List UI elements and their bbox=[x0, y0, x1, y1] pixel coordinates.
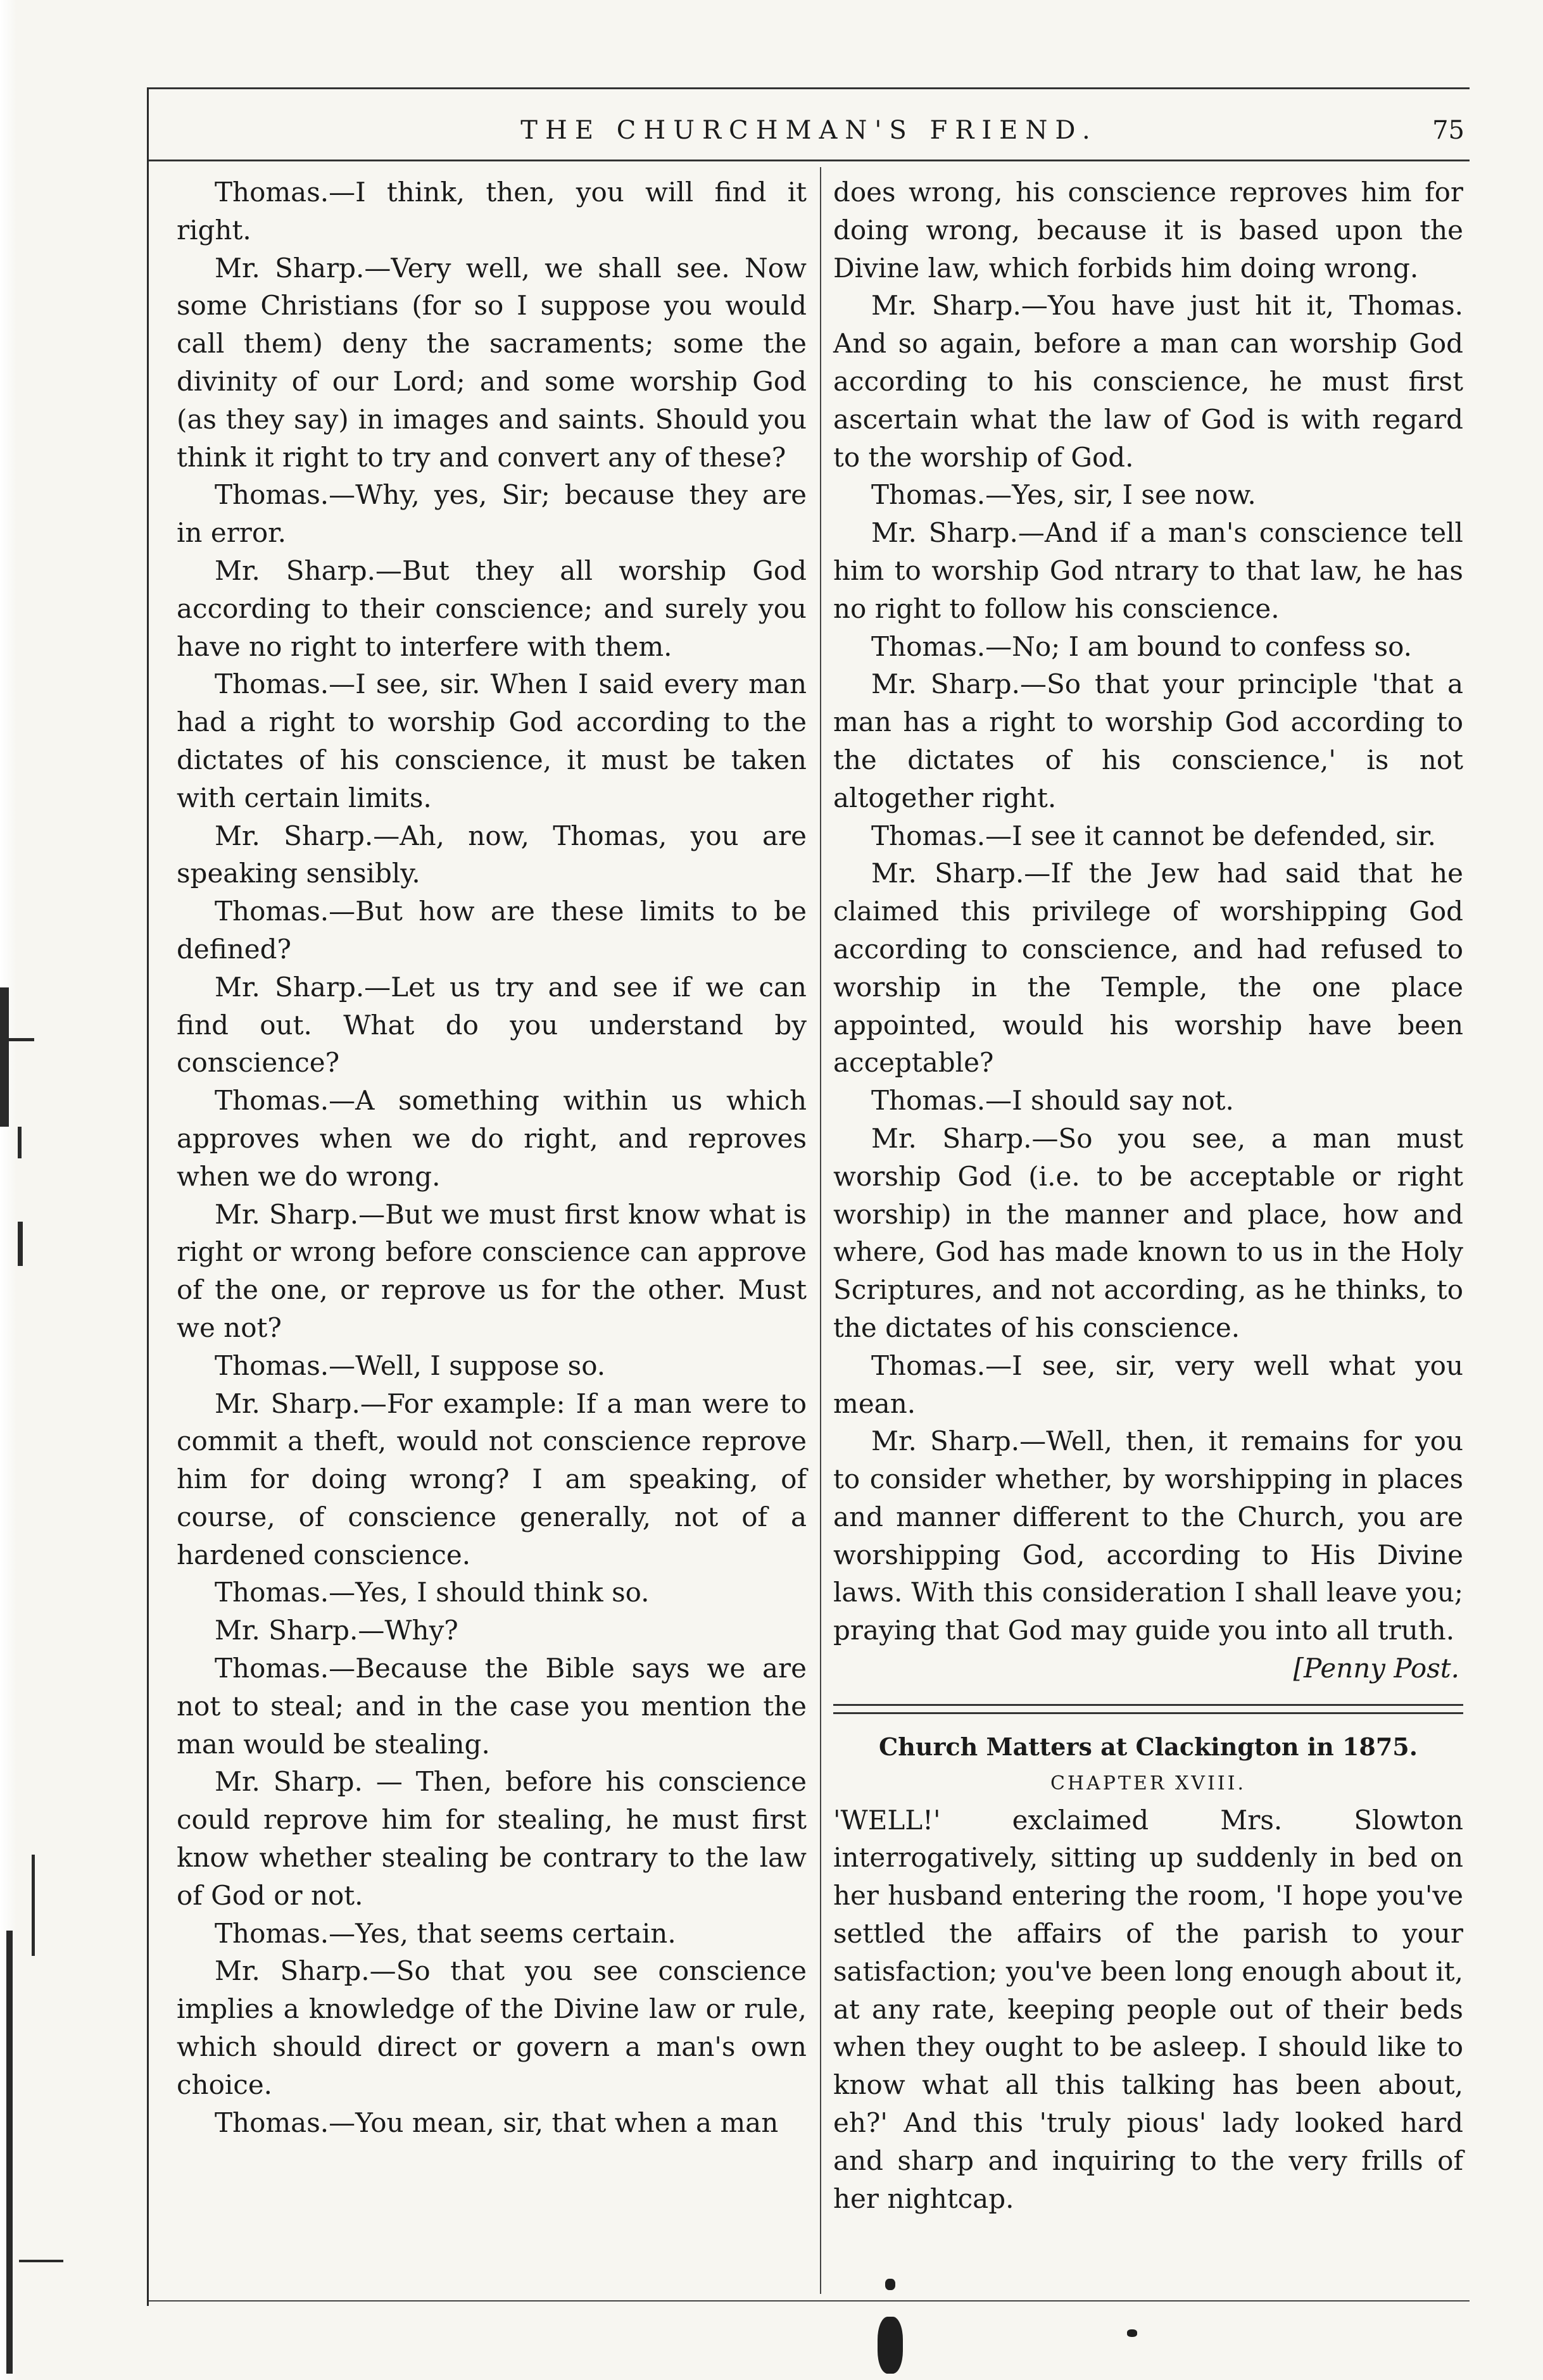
paragraph: Mr. Sharp.—For example: If a man were to commit a theft, would not conscience reprove him for doing wrong? I am speaking, of course, of conscience generally, not of a hardened conscience. bbox=[177, 1387, 807, 1570]
paragraph: Thomas.—No; I am bound to confess so. bbox=[871, 630, 1413, 662]
article-title: Church Matters at Clackington in 1875. bbox=[879, 1732, 1418, 1761]
paragraph: Thomas.—I see it cannot be defended, sir. bbox=[871, 820, 1436, 851]
head-rule bbox=[149, 160, 1470, 161]
paragraph: Thomas.—Because the Bible says we are not to steal; and in the case you mention the man would be stealing. bbox=[177, 1653, 807, 1760]
paragraph: Mr. Sharp.—Let us try and see if we can find out. What do you understand by conscience? bbox=[177, 971, 807, 1079]
section-rule bbox=[833, 1704, 1463, 1714]
page bbox=[147, 87, 1470, 2306]
paragraph: Mr. Sharp.—Very well, we shall see. Now some Christians (for so I suppose you would call them) deny the sacraments; some the divinity of our Lord; and some worship God (as they say) in images and saints. Should you think it right to try and convert any of these? bbox=[177, 252, 807, 473]
paragraph: Thomas.—You mean, sir, that when a man bbox=[215, 2107, 779, 2138]
paragraph: Thomas.—I see, sir. When I said every man had a right to worship God according to the dictates of his conscience, it must be taken with certain limits. bbox=[177, 668, 807, 813]
paragraph: Mr. Sharp.—Why? bbox=[215, 1615, 458, 1646]
paragraph: Mr. Sharp. — Then, before his conscience could reprove him for stealing, he must first know whether stealing be contrary to the law of God or not. bbox=[177, 1766, 807, 1911]
article-body: 'WELL!' exclaimed Mrs. Slowton interrogatively, sitting up suddenly in bed on her husband entering the room, 'I hope you've settled the affairs of the parish to your satisfaction; you've been long enough about it, at any rate, keeping people out of their beds when they ought to be asleep. I should like to know what all this talking has been about, eh?' And this 'truly pious' lady looked hard and sharp and inquiring to the very frills of her nightcap. bbox=[833, 1804, 1463, 2214]
running-head bbox=[149, 108, 1470, 153]
margin-mark bbox=[9, 1038, 34, 1041]
paragraph: Mr. Sharp.—Ah, now, Thomas, you are speaking sensibly. bbox=[177, 820, 807, 889]
paragraph: Mr. Sharp.—So that your principle 'that a man has a right to worship God according to the dictates of his conscience,' is not altogether right. bbox=[833, 668, 1463, 813]
paragraph: Thomas.—I see, sir, very well what you mean. bbox=[833, 1350, 1463, 1419]
paragraph: Thomas.—I should say not. bbox=[871, 1085, 1234, 1117]
bottom-rule bbox=[149, 2300, 1470, 2302]
running-title: THE CHURCHMAN'S FRIEND. bbox=[520, 116, 1098, 145]
paragraph: Mr. Sharp.—You have just hit it, Thomas. And so again, before a man can worship God according to his conscience, he must first ascertain what the law of God is with regard to the worship of God. bbox=[833, 290, 1463, 473]
paragraph: Thomas.—But how are these limits to be defined? bbox=[177, 896, 807, 965]
paragraph: Thomas.—Yes, sir, I see now. bbox=[871, 479, 1256, 511]
margin-mark bbox=[18, 1222, 23, 1266]
margin-mark bbox=[19, 2260, 63, 2262]
margin-mark bbox=[32, 1855, 35, 1956]
paragraph: Mr. Sharp.—But we must first know what is right or wrong before conscience can approve of the one, or reprove us for the other. Must we not? bbox=[177, 1198, 807, 1343]
paragraph: Mr. Sharp.—If the Jew had said that he claimed this privilege of worshipping God according to conscience, and had refused to worship in the Temple, the one place appointed, would his worship have been acceptable? bbox=[833, 858, 1463, 1079]
paragraph: Mr. Sharp.—So that you see conscience implies a knowledge of the Divine law or rule, which should direct or govern a man's own choice. bbox=[177, 1955, 807, 2100]
margin-mark bbox=[18, 1127, 22, 1158]
paragraph: Thomas.—A something within us which approves when we do right, and reproves when we do wrong. bbox=[177, 1085, 807, 1192]
paragraph: Thomas.—I think, then, you will find it right. bbox=[177, 177, 807, 246]
page-number: 75 bbox=[1432, 116, 1464, 145]
paragraph-continuation: does wrong, his conscience reproves him for doing wrong, because it is based upon the Divine law, which forbids him doing wrong. bbox=[833, 177, 1463, 284]
left-column bbox=[177, 173, 807, 2141]
column-divider bbox=[820, 167, 821, 2294]
ink-blot bbox=[1127, 2329, 1137, 2337]
chapter-heading: CHAPTER XVIII. bbox=[1050, 1772, 1247, 1794]
margin-mark bbox=[6, 1931, 13, 2374]
paragraph: Thomas.—Yes, I should think so. bbox=[215, 1577, 650, 1608]
paragraph: Mr. Sharp.—Well, then, it remains for you to consider whether, by worshipping in places and manner different to the Church, you are worshipping God, according to His Divine laws. With this consideration I shall leave you; praying that God may guide you into all truth. bbox=[833, 1425, 1463, 1646]
margin-mark bbox=[0, 987, 9, 1127]
paragraph: Mr. Sharp.—So you see, a man must worship God (i.e. to be acceptable or right worship) in the manner and place, how and where, God has made known to us in the Holy Scriptures, and not according, as he thinks, to the dictates of his conscience. bbox=[833, 1122, 1463, 1343]
paragraph: Thomas.—Why, yes, Sir; because they are in error. bbox=[177, 479, 807, 549]
paragraph: Mr. Sharp.—And if a man's conscience tell him to worship God ntrary to that law, he has no right to follow his conscience. bbox=[833, 517, 1463, 624]
top-rule bbox=[149, 87, 1470, 89]
source-citation: [Penny Post. bbox=[1293, 1653, 1459, 1684]
paragraph: Mr. Sharp.—But they all worship God according to their conscience; and surely you have no right to interfere with them. bbox=[177, 554, 807, 662]
ink-blot bbox=[878, 2317, 903, 2374]
paragraph: Thomas.—Yes, that seems certain. bbox=[215, 1917, 676, 1949]
paragraph: Thomas.—Well, I suppose so. bbox=[215, 1350, 606, 1381]
right-column bbox=[833, 173, 1463, 2217]
